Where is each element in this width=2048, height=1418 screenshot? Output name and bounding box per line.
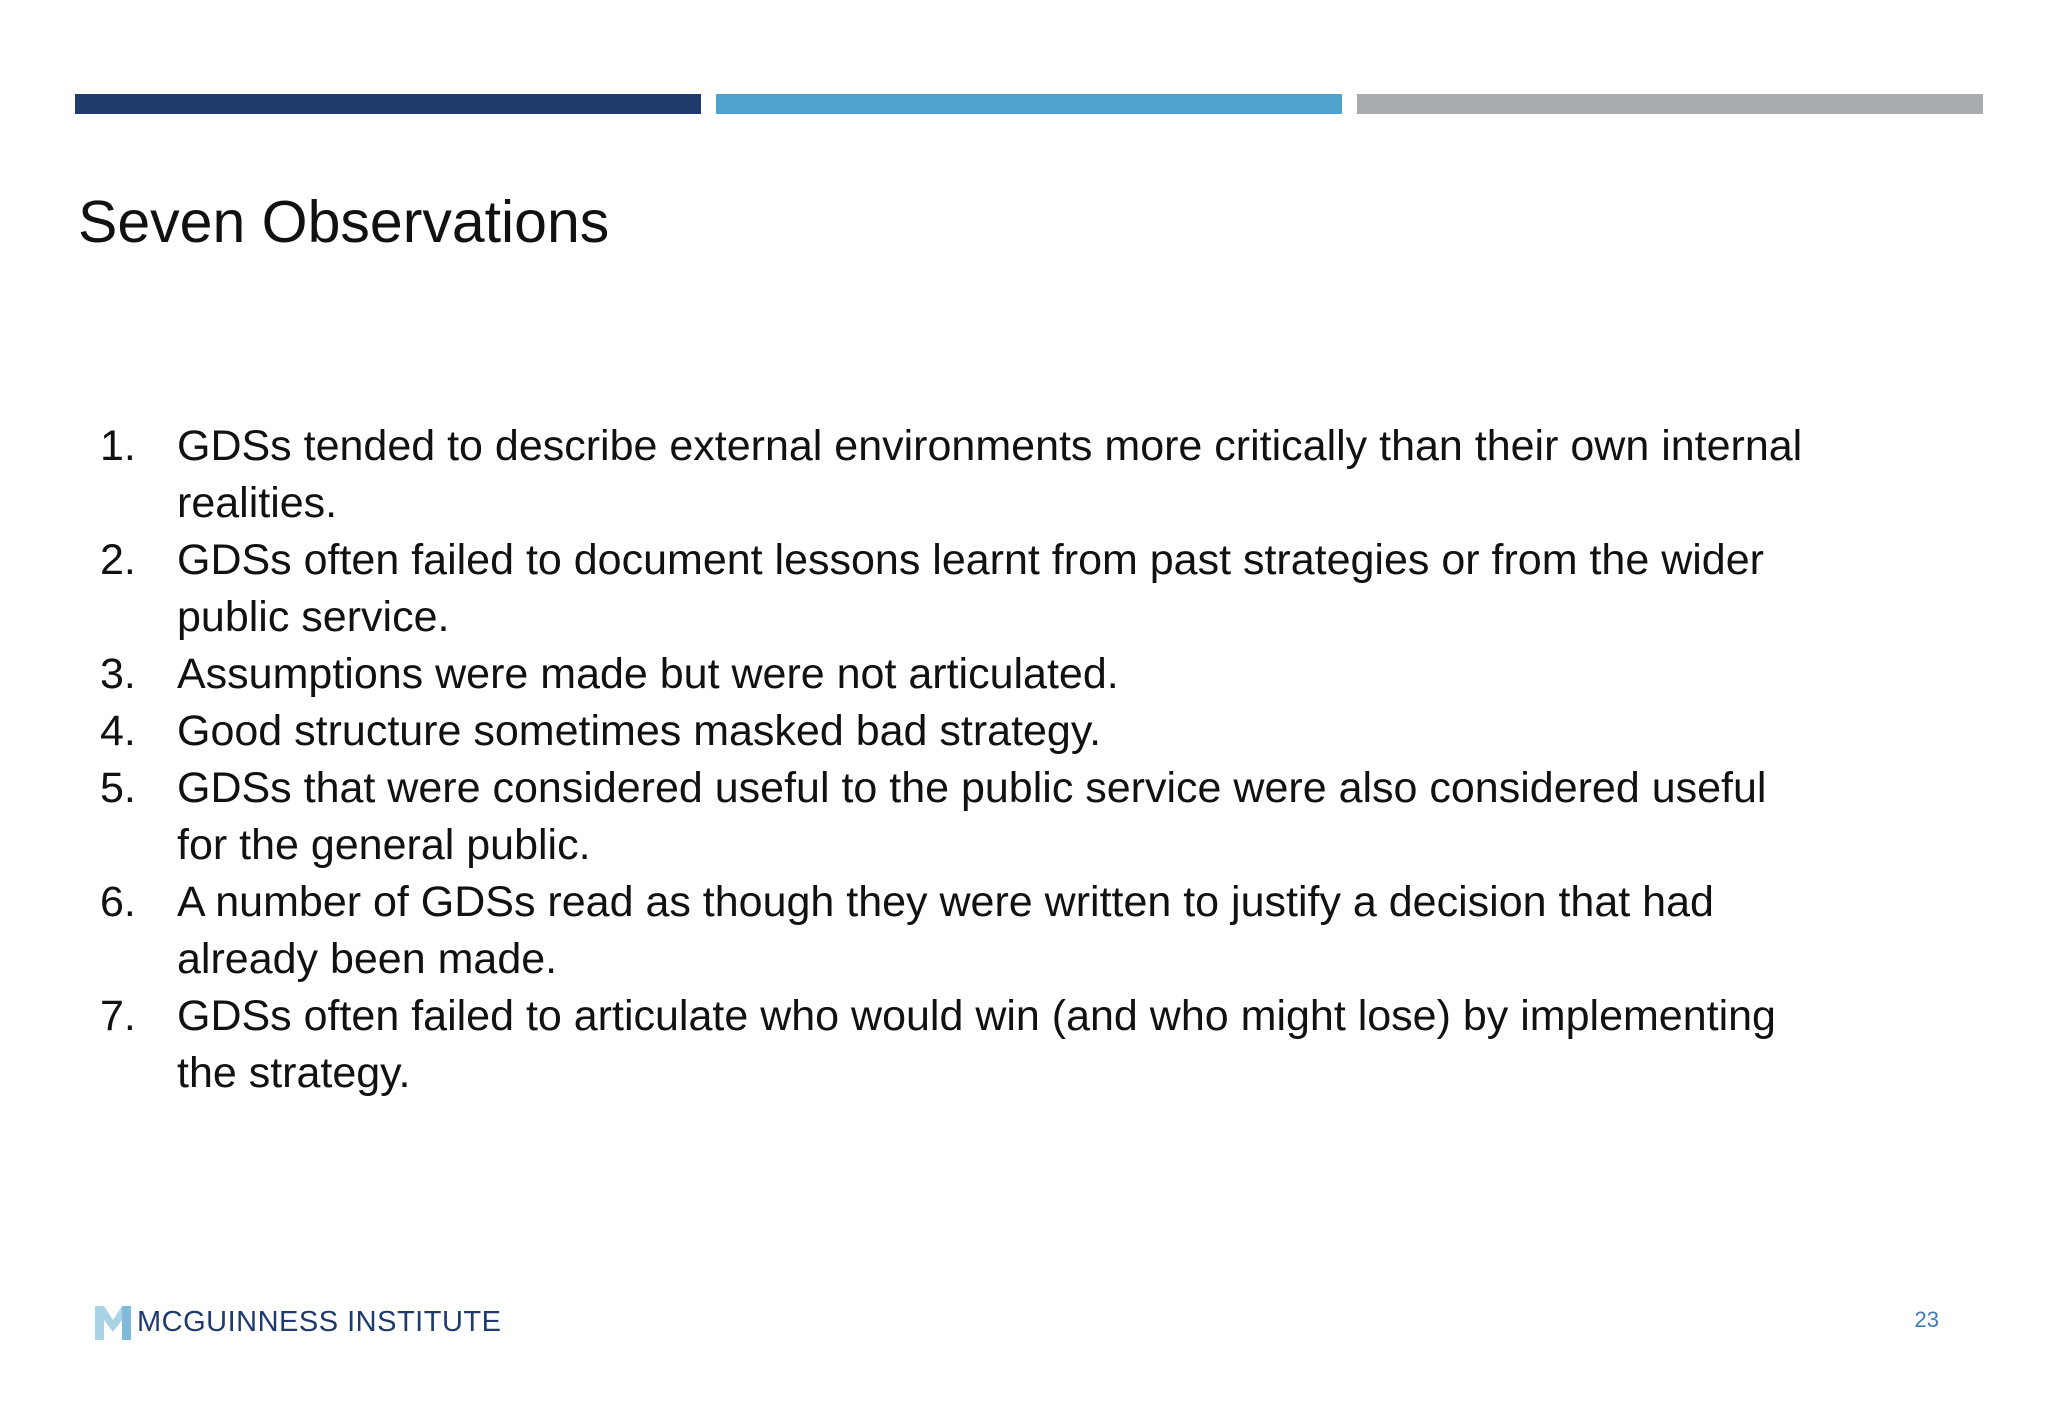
list-item	[100, 532, 1860, 646]
list-item	[100, 418, 1860, 532]
list-item	[100, 988, 1860, 1102]
slide-title: Seven Observations	[78, 189, 610, 255]
list-item	[100, 874, 1860, 988]
list-item-number: 3.	[100, 650, 136, 698]
list-item-text: Assumptions were made but were not articulated.	[177, 650, 1119, 698]
list-item-number: 2.	[100, 536, 136, 584]
page-number: 23	[1914, 1307, 1939, 1332]
list-item-number: 4.	[100, 707, 136, 755]
list-item-number: 6.	[100, 878, 136, 926]
list-item-text: GDSs often failed to articulate who would win (and who might lose) by implementing the strategy.	[177, 992, 1776, 1097]
list-item-number: 7.	[100, 992, 136, 1040]
m-logo-icon	[95, 1304, 131, 1340]
header-bar-light-blue	[716, 94, 1342, 114]
list-item	[100, 760, 1860, 874]
list-item-text: GDSs often failed to document lessons learnt from past strategies or from the wider public service.	[177, 536, 1764, 641]
list-item-number: 1.	[100, 422, 136, 470]
list-item	[100, 703, 1860, 760]
observations-list	[100, 418, 1860, 1102]
list-item	[100, 646, 1860, 703]
header-bar-grey	[1357, 94, 1983, 114]
list-item-text: A number of GDSs read as though they were written to justify a decision that had already been made.	[177, 878, 1714, 983]
footer-logo	[95, 1302, 501, 1342]
list-item-text: GDSs tended to describe external environments more critically than their own internal realities.	[177, 422, 1803, 527]
logo-text: MCGUINNESS INSTITUTE	[137, 1305, 502, 1338]
list-item-number: 5.	[100, 764, 136, 812]
list-item-text: Good structure sometimes masked bad strategy.	[177, 707, 1102, 755]
list-item-text: GDSs that were considered useful to the public service were also considered useful for the general public.	[177, 764, 1767, 869]
header-bar-dark-blue	[75, 94, 701, 114]
